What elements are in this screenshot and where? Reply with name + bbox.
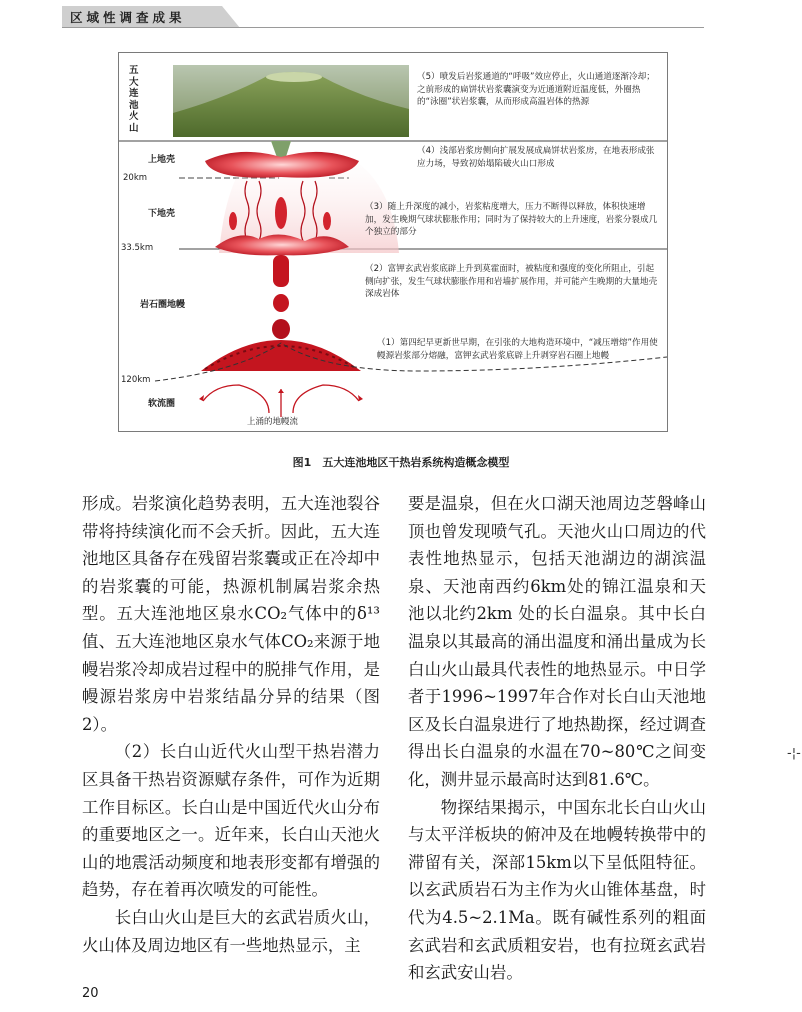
paragraph: 形成。岩浆演化趋势表明，五大连池裂谷带将持续演化而不会夭折。因此，五大连池地区具备存在残留岩浆囊或正在冷却中的岩浆囊的可能，热源机制属岩浆余热型。五大连池地区泉水CO₂气体中的δ¹³值、五大连池地区泉水气体CO₂来源于地幔岩浆冷却成岩过程中的脱排气作用，是幔源岩浆房中岩浆结晶分异的结果（图2）。 (82, 494, 380, 734)
step-5-text: （5）喷发后岩浆通道的“呼吸”效应停止，火山通道逐渐冷却；之前形成的扁饼状岩浆囊演变为近通道附近温度低，外圈热的“泳圈”状岩浆囊，从而形成高温岩体的热源 (417, 72, 655, 107)
crop-mark: -¦- (787, 746, 801, 761)
step-3-text: （3）随上升深度的减小，岩浆粘度增大，压力不断得以释放，体积快速增加，发生晚期气球状膨胀作用；同时为了保持较大的上升速度，岩浆分裂成几个独立的部分 (365, 202, 658, 237)
right-column (408, 490, 706, 987)
page-number: 20 (82, 986, 99, 1001)
step-2-text: （2）富钾玄武岩浆底辟上升到莫霍面时，被粘度和强度的变化所阻止，引起侧向扩张，发生气球状膨胀作用和岩墙扩展作用，并可能产生晚期的大量地壳深成岩体 (365, 264, 658, 299)
zone-lithospheric-mantle: 岩石圈地幔 (140, 300, 186, 310)
step-4-text: （4）浅部岩浆房侧向扩展发展成扁饼状岩浆房，在地表形成张应力场，导致初始塌陷破火山口形成 (417, 146, 655, 169)
magma-model-diagram (119, 53, 667, 431)
zone-asthenosphere: 软流圈 (148, 399, 176, 409)
paragraph: 物探结果揭示，中国东北长白山火山与太平洋板块的俯冲及在地幔转换带中的滞留有关，深部15km以下呈低阻特征。以玄武质岩石为主作为火山锥体基盘，时代为4.5~2.1Ma。既有碱性系列的粗面玄武岩和玄武质粗安岩，也有拉斑玄武岩和玄武安山岩。 (408, 797, 706, 983)
paragraph: （2）长白山近代火山型干热岩潜力区具备干热岩资源赋存条件，可作为近期工作目标区。长白山是中国近代火山分布的重要地区之一。近年来，长白山天池火山的地震活动频度和地表形变都有增强的趋势，存在着再次喷发的可能性。 (82, 742, 380, 900)
header-rule (62, 27, 704, 28)
depth-label-120km: 120km (121, 375, 151, 385)
paragraph: 长白山火山是巨大的玄武岩质火山，火山体及周边地区有一些地热显示，主 (82, 907, 380, 955)
depth-label-20km: 20km (123, 173, 148, 183)
section-header-title: 区域性调查成果 (70, 10, 186, 25)
step-1-text: （1）第四纪早更新世早期，在引张的大地构造环境中，“减压增熔”作用使幔源岩浆部分熔融，富钾玄武岩浆底辟上升剥穿岩石圈上地幔 (377, 338, 658, 361)
depth-label-33-5km: 33.5km (121, 243, 154, 253)
zone-lower-crust: 下地壳 (148, 209, 176, 219)
mantle-flow-label: 上涌的地幔流 (247, 417, 299, 427)
volcano-side-label: 五大连池火山 (129, 65, 139, 134)
left-column (82, 490, 380, 959)
paragraph: 要是温泉，但在火口湖天池周边芝磐峰山顶也曾发现喷气孔。天池火山口周边的代表性地热显示，包括天池湖边的湖滨温泉、天池南西约6km处的锦江温泉和天池以北约2km 处的长白温泉。其中长白温泉以其最高的涌出温度和涌出量成为长白山火山最具代表性的地热显示。中日学者于1996~1997年合作对长白山天池地区及长白温泉进行了地热勘探，经过调查得出长白温泉的水温在70~80℃之间变化，测井显示最高时达到81.6℃。 (408, 494, 706, 789)
figure-panel (118, 52, 668, 432)
zone-upper-crust: 上地壳 (148, 155, 176, 165)
figure-caption: 图1 五大连池地区干热岩系统构造概念模型 (292, 456, 510, 469)
